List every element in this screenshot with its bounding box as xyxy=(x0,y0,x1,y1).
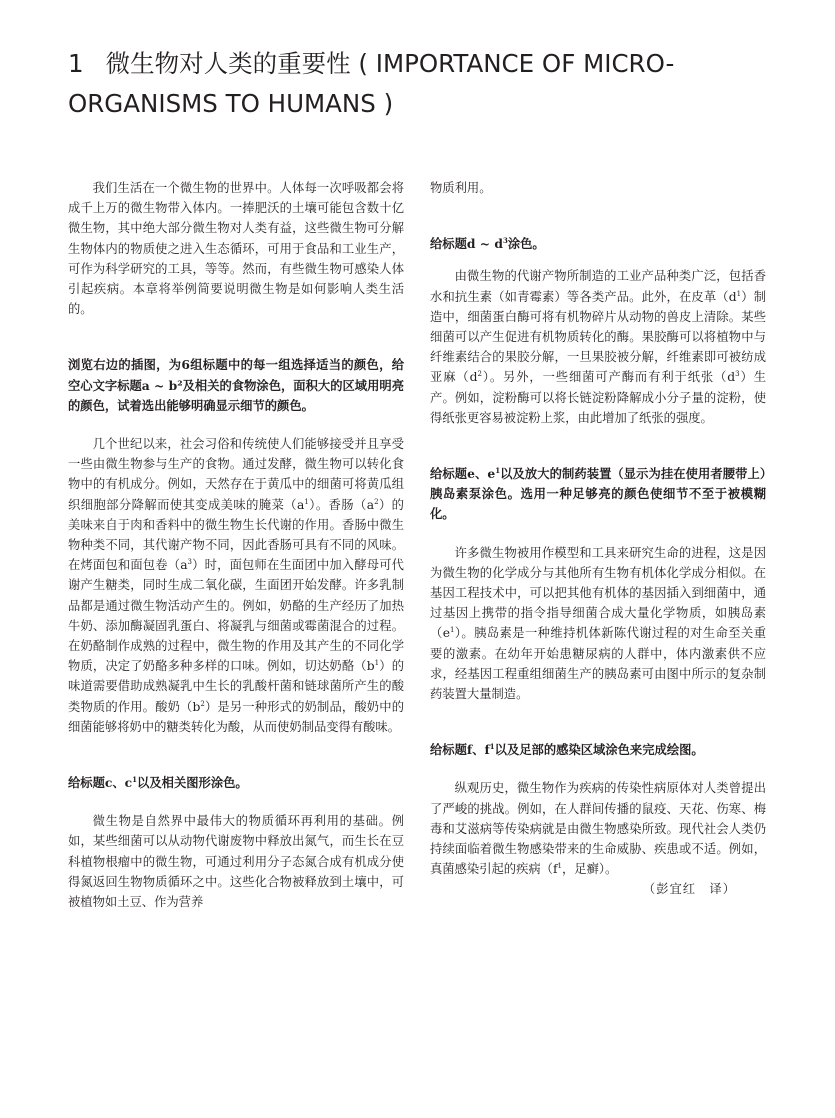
coloring-instruction: 给标题f、$f^1$以及足部的感染区域涂色来完成绘图。 xyxy=(430,742,704,758)
superscript: 1 xyxy=(304,497,309,506)
superscript: 2 xyxy=(200,699,205,708)
left-column xyxy=(68,178,404,912)
superscript: 2 xyxy=(374,497,379,506)
industry-paragraph: 由微生物的代谢产物所制造的工业产品种类广泛，包括香水和抗生素（如青霉素）等各类产品。此外，在皮革$(d^1)$制造中，细菌蛋白酶可将有机物碎片从动物的兽皮上清除。某些细菌可以产生促进有机物质转化的酶。果胶酶可以将植物中与纤维素结合的果胶分解，一旦果胶被分解，纤维素即可被纺成亚麻$(d^2)$。另外，一些细菌可产酶而有利于纸张$(d^3)$生产。例如，淀粉酶可以将长链淀粉降解成小分子量的淀粉，使得纸张更容易被淀粉上浆，由此增加了纸张的强度。 xyxy=(430,269,766,425)
coloring-instruction: 给标题e、$e^1$以及放大的制药装置（显示为挂在使用者腰带上）胰岛素泵涂色。选用一种足够亮的颜色使细节不至于被模糊化。 xyxy=(430,465,766,522)
superscript: 1 xyxy=(557,862,562,871)
superscript: 1 xyxy=(489,742,495,752)
research-paragraph: 许多微生物被用作模型和工具来研究生命的进程，这是因为微生物的化学成分与其他所有生物有机体化学成分相似。在基因工程技术中，可以把其他有机体的基因插入到细菌中，通过基因上携带的指令指导细菌合成大量化学物质，如胰岛素$(e^1)$。胰岛素是一种维持机体新陈代谢过程的对生命至关重要的激素。在幼年开始患糖尿病的人群中，体内激素供不应求，经基因工程重组细菌生产的胰岛素可由图中所示的复杂制药装置大量制造。 xyxy=(430,545,767,702)
superscript: 1 xyxy=(374,659,380,668)
superscript: 2 xyxy=(477,370,482,379)
superscript: 1 xyxy=(132,774,138,784)
intro-paragraph: 我们生活在一个微生物的世界中。人体每一次呼吸都会将成千上万的微生物带入体内。一捧肥沃的土壤可能包含数十亿微生物，其中绝大部分微生物对人类有益，这些微生物可分解生物体内的物质使之进入生态循环，可用于食品和工业生产，可作为科学研究的工具，等等。然而，有些微生物可感染人体引起疾病。本章将举例简要说明微生物是如何影响人类生活的。 xyxy=(68,181,404,317)
chapter-title-text: 微生物对人类的重要性 ( IMPORTANCE OF MICRO-ORGANISMS TO HUMANS ) xyxy=(68,49,675,118)
superscript: 3 xyxy=(187,558,193,567)
superscript: 3 xyxy=(502,236,508,246)
superscript: 1 xyxy=(495,465,501,475)
right-column xyxy=(430,178,766,900)
coloring-instruction: 给标题c、$c^1$以及相关图形涂色。 xyxy=(68,774,248,791)
cycle-paragraph: 微生物是自然界中最伟大的物质循环再利用的基础。例如，某些细菌可以从动物代谢废物中释放出氮气，而生长在豆科植物根瘤中的微生物，可通过利用分子态氮合成有机成分使得氮返回生物物质循环之中。这些化合物被释放到土壤中，可被植物如土豆、作为营养 xyxy=(68,814,404,910)
superscript: 1 xyxy=(736,289,742,298)
superscript: 3 xyxy=(735,370,740,379)
coloring-instruction: 浏览右边的插图，为6组标题中的每一组选择适当的颜色，给空心文字标题a ~ b²及相关的食物涂色，面积大的区域用明亮的颜色，试着选出能够明确显示细节的颜色。 xyxy=(68,357,404,413)
translator-credit: （彭宜红 译） xyxy=(642,882,736,897)
coloring-instruction: 给标题d ~ $d^3$涂色。 xyxy=(430,236,545,252)
cycle-paragraph-continued: 物质利用。 xyxy=(430,181,492,195)
chapter-number: 1 xyxy=(68,49,84,78)
disease-paragraph: 纵观历史，微生物作为疾病的传染性病原体对人类曾提出了严峻的挑战。例如，在人群间传播的鼠疫、天花、伤寒、梅毒和艾滋病等传染病就是由微生物感染所致。现代社会人类仍持续面临着微生物感染带来的生命威胁、疾患或不适。例如，真菌感染引起的疾病（$f^1$，足癣）。 xyxy=(430,781,766,877)
chapter-title xyxy=(68,44,768,124)
food-paragraph: 几个世纪以来，社会习俗和传统使人们能够接受并且享受一些由微生物参与生产的食物。通过发酵，微生物可以转化食物中的有机成分。例如，天然存在于黄瓜中的细菌可将黄瓜组织细胞部分降解而使其变成美味的腌菜$(a^1)$。香肠$(a^2)$的美味来自于肉和香料中的微生物生长代谢的作用。香肠中微生物种类不同，其代谢产物不同，因此香肠可具有不同的风味。在烤面包和面包卷$(a^3)$时，面包师在生面团中加入酵母可代谢产生糖类，同时生成二氧化碳，生面团开始发酵。许多乳制品都是通过微生物活动产生的。例如，奶酪的生产经历了加热牛奶、添加酶凝固乳蛋白、将凝乳与细菌或霉菌混合的过程。在奶酪制作成熟的过程中，微生物的作用及其产生的不同化学物质，决定了奶酪多种多样的口味。例如，切达奶酪$(b^1)$的味道需要借助成熟凝乳中生长的乳酸杆菌和链球菌所产生的酸类物质的作用。酸奶$(b^2)$是另一种形式的奶制品，酸奶中的细菌能够将奶中的糖类转化为酸，从而使奶制品变得有酸味。 xyxy=(68,437,404,734)
superscript: 1 xyxy=(450,626,455,635)
